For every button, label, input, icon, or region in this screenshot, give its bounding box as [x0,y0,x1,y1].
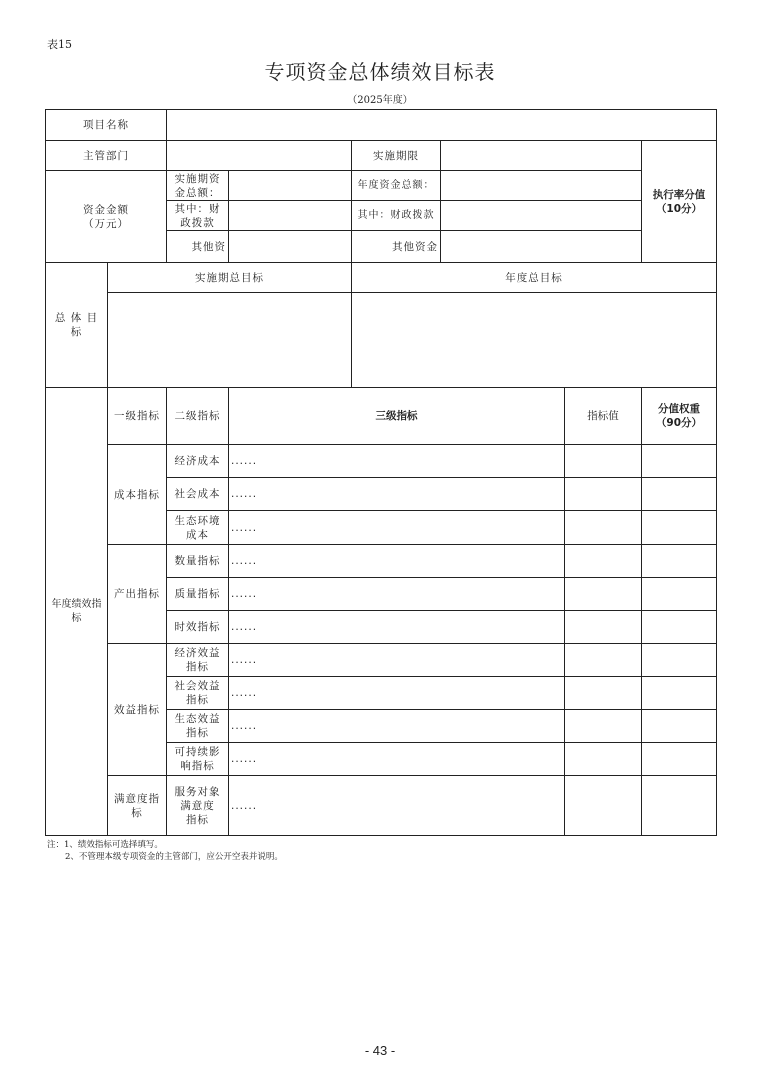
level3-header: 三级指标 [375,410,418,422]
item-economic-benefit: 经济效益 指标 [174,647,221,673]
item-quantity: 数量指标 [174,555,221,567]
fiscal-label-2: 其中：财政拨款 [357,209,435,221]
item-eco-cost: 生态环境 成本 [174,514,221,541]
group-benefit: 效益指标 [114,703,160,716]
group-satisfaction: 满意度指 标 [114,792,160,819]
project-name-label: 项目名称 [83,119,129,131]
level3-placeholder[interactable]: ...... [231,621,258,633]
period-value[interactable] [441,141,641,170]
level3-placeholder[interactable]: ...... [231,488,258,500]
fiscal-label: 其中：财 政拨款 [174,202,221,229]
level3-placeholder[interactable]: ...... [231,521,258,534]
group-output: 产出指标 [114,588,160,600]
level3-placeholder[interactable]: ...... [231,455,258,467]
table-number: 表15 [47,38,72,51]
overall-target-label: 总 体 目 标 [54,312,99,338]
year-label: （2025年度） [347,95,413,106]
item-timeliness: 时效指标 [174,621,221,633]
period-total-label: 实施期资 金总额： [174,172,221,199]
period-target-header: 实施期总目标 [195,271,264,284]
indicator-value-header: 指标值 [587,410,619,422]
item-service-satisfaction: 服务对象 满意度 指标 [174,785,221,826]
execution-score-label: 执行率分值 （10分） [652,188,706,215]
department-value[interactable] [167,141,351,170]
funds-label: 资金金额 （万元） [83,203,129,230]
year-target-header: 年度总目标 [505,271,563,284]
level2-header: 二级指标 [174,410,221,422]
document-title: 专项资金总体绩效目标表 [264,60,496,84]
period-label: 实施期限 [373,149,419,162]
level3-placeholder[interactable]: ...... [231,687,258,699]
level3-placeholder[interactable]: ...... [231,720,258,732]
annual-indicators-label: 年度绩效指标 [51,598,102,624]
item-sustainable: 可持续影 响指标 [174,746,221,772]
year-total-label: 年度资金总额： [357,179,435,191]
level3-placeholder[interactable]: ...... [231,588,258,600]
other-funds-label: 其他资 [191,240,226,253]
level1-header: 一级指标 [114,410,160,422]
notes [47,839,283,863]
level3-placeholder[interactable]: ...... [231,799,258,812]
level3-placeholder[interactable]: ...... [231,555,258,567]
department-label: 主管部门 [83,149,129,162]
note-1: 注：1、绩效指标可选择填写。 [47,840,163,850]
page-number: - 43 - [364,1043,396,1058]
other-funds-label-2: 其他资金 [392,240,438,253]
level3-placeholder[interactable]: ...... [231,654,258,666]
item-quality: 质量指标 [174,588,221,600]
item-social-cost: 社会成本 [174,488,221,500]
item-eco-benefit: 生态效益 指标 [174,713,221,739]
item-economic-cost: 经济成本 [174,455,221,467]
project-name-value[interactable] [167,110,716,140]
note-2: 2、不管理本级专项资金的主管部门，应公开空表并说明。 [65,852,283,862]
score-weight-header: 分值权重 （90分） [655,403,703,429]
item-social-benefit: 社会效益 指标 [174,680,221,706]
level3-placeholder[interactable]: ...... [231,753,258,765]
group-cost: 成本指标 [114,488,160,501]
